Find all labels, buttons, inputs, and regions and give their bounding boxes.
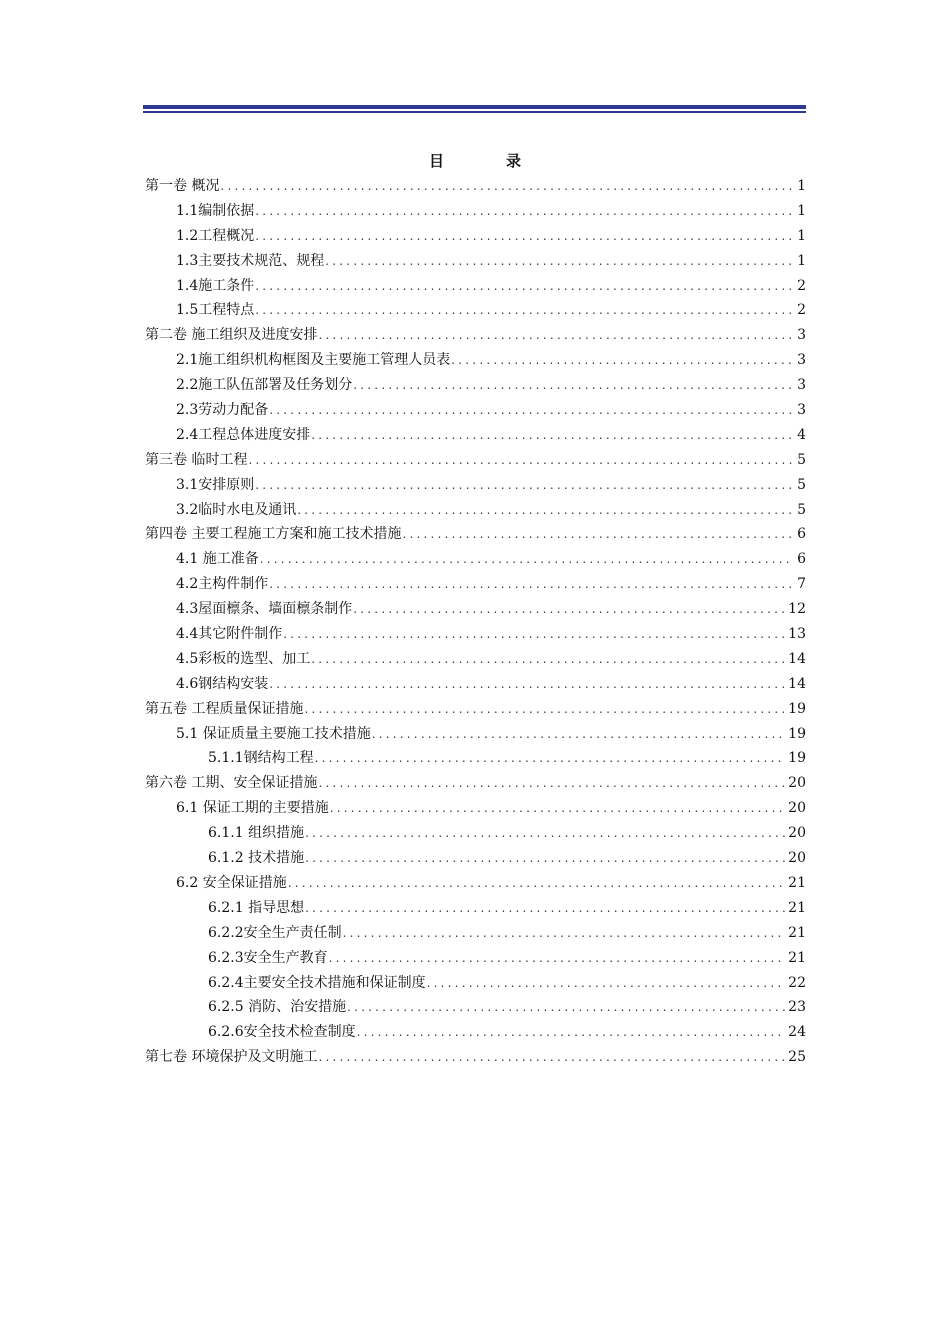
toc-entry[interactable]: [145, 572, 806, 597]
toc-entry[interactable]: [145, 498, 806, 523]
toc-entry-label: 3.1安排原则: [176, 476, 255, 493]
toc-dot-leader: [297, 498, 794, 523]
toc-entry-page: 21: [788, 899, 806, 916]
toc-entry[interactable]: [145, 174, 806, 199]
toc-entry[interactable]: [145, 622, 806, 647]
toc-dot-leader: [305, 821, 785, 846]
toc-entry-page: 3: [797, 377, 806, 394]
toc-entry-label: 4.2主构件制作: [176, 576, 269, 593]
toc-entry[interactable]: [145, 647, 806, 672]
toc-entry-page: 12: [788, 601, 806, 618]
toc-entry[interactable]: [145, 771, 806, 796]
toc-dot-leader: [311, 423, 794, 448]
toc-entry-page: 21: [788, 924, 806, 941]
toc-entry[interactable]: [145, 597, 806, 622]
toc-dot-leader: [353, 597, 785, 622]
toc-dot-leader: [255, 224, 794, 249]
toc-dot-leader: [305, 896, 785, 921]
toc-entry-label: 第一卷 概况: [145, 178, 220, 194]
toc-entry[interactable]: [145, 547, 806, 572]
toc-dot-leader: [269, 572, 794, 597]
toc-entry-label: 第四卷 主要工程施工方案和施工技术措施: [145, 526, 402, 543]
toc-dot-leader: [283, 622, 785, 647]
toc-entry-page: 5: [797, 501, 806, 518]
toc-entry[interactable]: [145, 249, 806, 274]
toc-entry-label: 第七卷 环境保护及文明施工: [145, 1049, 318, 1066]
toc-entry-label: 1.4施工条件: [176, 277, 255, 294]
toc-entry[interactable]: [145, 473, 806, 498]
toc-entry-page: 5: [797, 476, 806, 493]
toc-entry-page: 1: [797, 178, 806, 194]
toc-entry-page: 3: [797, 402, 806, 419]
toc-entry-label: 4.4其它附件制作: [176, 626, 283, 643]
toc-dot-leader: [318, 771, 785, 796]
toc-entry-page: 1: [797, 252, 806, 269]
toc-dot-leader: [255, 298, 794, 323]
toc-entry-label: 2.1施工组织机构框图及主要施工管理人员表: [176, 352, 451, 369]
toc-entry-label: 6.1.2 技术措施: [208, 850, 305, 867]
toc-entry[interactable]: [145, 423, 806, 448]
toc-entry-page: 25: [788, 1049, 806, 1066]
toc-entry-page: 21: [788, 874, 806, 891]
toc-entry-label: 5.1 保证质量主要施工技术措施: [176, 725, 371, 742]
toc-entry-page: 24: [788, 1024, 806, 1041]
toc-entry-page: 23: [788, 999, 806, 1016]
header-rule-thin: [143, 111, 806, 113]
toc-title-part1: 目: [428, 152, 444, 170]
toc-entry[interactable]: [145, 348, 806, 373]
toc-entry-label: 6.2 安全保证措施: [176, 874, 287, 891]
toc-entry[interactable]: [145, 373, 806, 398]
toc-dot-leader: [288, 871, 785, 896]
toc-entry[interactable]: [145, 697, 806, 722]
toc-dot-leader: [248, 448, 794, 473]
toc-dot-leader: [402, 522, 794, 547]
toc-entry-page: 4: [797, 426, 806, 443]
toc-entry[interactable]: [145, 821, 806, 846]
toc-entry-label: 6.2.3安全生产教育: [208, 949, 328, 966]
toc-entry[interactable]: [145, 921, 806, 946]
toc-entry-page: 6: [797, 526, 806, 543]
toc-entry-page: 1: [797, 202, 806, 219]
toc-entry-label: 第三卷 临时工程: [145, 451, 248, 468]
toc-entry-page: 1: [797, 227, 806, 244]
toc-entry-label: 3.2临时水电及通讯: [176, 501, 297, 518]
toc-entry-page: 7: [797, 576, 806, 593]
toc-entry[interactable]: [145, 995, 806, 1020]
toc-dot-leader: [372, 722, 785, 747]
toc-entry-page: 13: [788, 626, 806, 643]
toc-entry[interactable]: [145, 298, 806, 323]
toc-entry-page: 19: [788, 750, 806, 767]
toc-entry-page: 20: [788, 800, 806, 817]
toc-entry-label: 6.2.2安全生产责任制: [208, 924, 342, 941]
toc-dot-leader: [318, 1045, 785, 1070]
toc-entry-page: 22: [788, 974, 806, 991]
toc-dot-leader: [220, 174, 794, 199]
toc-entry[interactable]: [145, 448, 806, 473]
toc-entry-label: 6.1 保证工期的主要措施: [176, 800, 329, 817]
toc-entry-label: 第六卷 工期、安全保证措施: [145, 775, 318, 792]
toc-dot-leader: [330, 796, 785, 821]
toc-entry[interactable]: [145, 896, 806, 921]
toc-entry[interactable]: [145, 224, 806, 249]
toc-dot-leader: [357, 1020, 786, 1045]
toc-entry[interactable]: [145, 846, 806, 871]
toc-dot-leader: [427, 971, 786, 996]
toc-entry-label: 1.2工程概况: [176, 227, 255, 244]
toc-entry-page: 19: [788, 725, 806, 742]
toc-entry-label: 1.5工程特点: [176, 302, 255, 319]
toc-entry-label: 1.3主要技术规范、规程: [176, 252, 325, 269]
toc-entry[interactable]: [145, 199, 806, 224]
header-rule: [143, 105, 806, 114]
toc-dot-leader: [451, 348, 794, 373]
toc-dot-leader: [325, 249, 794, 274]
toc-entry-page: 20: [788, 850, 806, 867]
toc-dot-leader: [269, 398, 794, 423]
toc-entry-page: 5: [797, 451, 806, 468]
toc-entry[interactable]: [145, 398, 806, 423]
toc-entry-page: 2: [797, 277, 806, 294]
toc-entry-page: 19: [788, 700, 806, 717]
toc-entry[interactable]: [145, 796, 806, 821]
toc-entry-label: 第二卷 施工组织及进度安排: [145, 327, 318, 344]
toc-entry-label: 2.3劳动力配备: [176, 402, 269, 419]
toc-dot-leader: [318, 323, 794, 348]
toc-entry-label: 4.1 施工准备: [176, 551, 259, 568]
toc-entry-page: 14: [788, 675, 806, 692]
toc-entry-label: 2.2施工队伍部署及任务划分: [176, 377, 353, 394]
table-of-contents: [145, 174, 806, 1070]
toc-title-part2: 录: [506, 152, 522, 170]
toc-dot-leader: [315, 746, 786, 771]
toc-entry[interactable]: [145, 871, 806, 896]
toc-entry-label: 1.1编制依据: [176, 202, 255, 219]
toc-entry-label: 6.2.5 消防、治安措施: [208, 999, 347, 1016]
toc-dot-leader: [347, 995, 785, 1020]
toc-entry-page: 3: [797, 352, 806, 369]
header-rule-thick: [143, 105, 806, 109]
toc-entry[interactable]: [145, 722, 806, 747]
toc-title: [0, 150, 950, 171]
toc-entry-page: 3: [797, 327, 806, 344]
toc-dot-leader: [255, 473, 794, 498]
toc-entry-label: 6.2.6安全技术检查制度: [208, 1024, 356, 1041]
toc-dot-leader: [269, 672, 785, 697]
toc-dot-leader: [343, 921, 786, 946]
toc-dot-leader: [255, 199, 794, 224]
toc-entry[interactable]: [145, 946, 806, 971]
toc-entry-label: 4.5彩板的选型、加工: [176, 650, 311, 667]
toc-entry-label: 第五卷 工程质量保证措施: [145, 700, 304, 717]
toc-dot-leader: [255, 274, 794, 299]
toc-entry[interactable]: [145, 522, 806, 547]
toc-entry-label: 4.3屋面檩条、墙面檩条制作: [176, 601, 353, 618]
toc-dot-leader: [260, 547, 794, 572]
toc-entry-page: 21: [788, 949, 806, 966]
toc-entry-label: 4.6钢结构安装: [176, 675, 269, 692]
toc-entry-label: 2.4工程总体进度安排: [176, 426, 311, 443]
toc-entry-page: 6: [797, 551, 806, 568]
toc-entry-label: 6.2.4主要安全技术措施和保证制度: [208, 974, 426, 991]
toc-entry[interactable]: [145, 971, 806, 996]
toc-dot-leader: [353, 373, 794, 398]
toc-entry-page: 14: [788, 650, 806, 667]
toc-entry[interactable]: [145, 746, 806, 771]
toc-entry[interactable]: [145, 274, 806, 299]
toc-dot-leader: [304, 697, 785, 722]
toc-entry-page: 2: [797, 302, 806, 319]
toc-entry-label: 6.1.1 组织措施: [208, 825, 305, 842]
toc-dot-leader: [311, 647, 785, 672]
toc-entry-label: 6.2.1 指导思想: [208, 899, 305, 916]
toc-dot-leader: [305, 846, 785, 871]
toc-dot-leader: [329, 946, 786, 971]
toc-entry-label: 5.1.1钢结构工程: [208, 750, 314, 767]
toc-entry[interactable]: [145, 1020, 806, 1045]
toc-entry[interactable]: [145, 672, 806, 697]
toc-entry-page: 20: [788, 775, 806, 792]
toc-entry[interactable]: [145, 1045, 806, 1070]
toc-entry-page: 20: [788, 825, 806, 842]
toc-entry[interactable]: [145, 323, 806, 348]
